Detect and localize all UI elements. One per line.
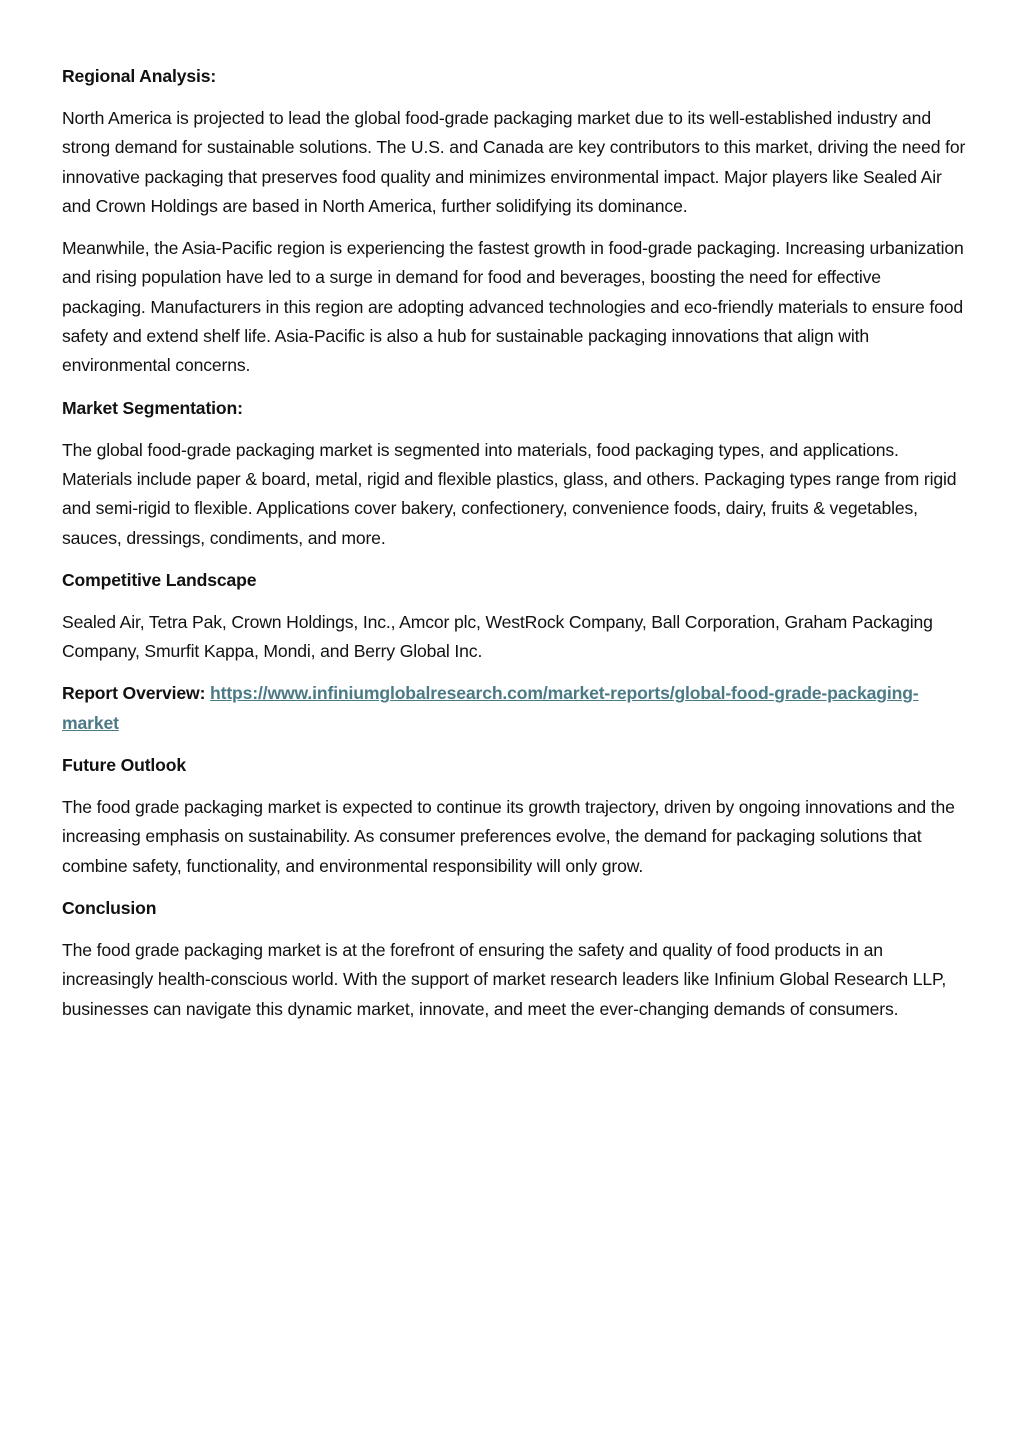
regional-paragraph-1: North America is projected to lead the global food-grade packaging market due to its well-established industry and strong demand for sustainable solutions. The U.S. and Canada are key contributors to this market, driving the need for innovative packaging that preserves food quality and minimizes environmental impact. Major players like Sealed Air and Crown Holdings are based in North America, further solidifying its dominance. <box>62 108 966 216</box>
conclusion-paragraph: The food grade packaging market is at the forefront of ensuring the safety and quality of food products in an increasingly health-conscious world. With the support of market research leaders like Infinium Global Research LLP, businesses can navigate this dynamic market, innovate, and meet the ever-changing demands of consumers. <box>62 939 947 1019</box>
report-overview-link[interactable]: https://www.infiniumglobalresearch.com/market-reports/global-food-grade-packaging-market <box>62 683 919 733</box>
regional-paragraph-2: Meanwhile, the Asia-Pacific region is experiencing the fastest growth in food-grade packaging. Increasing urbanization and rising population have led to a surge in demand for food and beverages, boosting the need for effective packaging. Manufacturers in this region are adopting advanced technologies and eco-friendly materials to ensure food safety and extend shelf life. Asia-Pacific is also a hub for sustainable packaging innovations that align with environmental concerns. <box>62 238 964 376</box>
report-overview <box>62 679 967 738</box>
regional-analysis-heading: Regional Analysis: <box>62 66 217 86</box>
segmentation-paragraph: The global food-grade packaging market is segmented into materials, food packaging types, and applications. Materials include paper & board, metal, rigid and flexible plastics, glass, and others. Packaging types range from rigid and semi-rigid to flexible. Applications cover bakery, confectionery, convenience foods, dairy, fruits & vegetables, sauces, dressings, condiments, and more. <box>62 439 957 548</box>
competitive-paragraph: Sealed Air, Tetra Pak, Crown Holdings, Inc., Amcor plc, WestRock Company, Ball Corporation, Graham Packaging Company, Smurfit Kappa, Mondi, and Berry Global Inc. <box>62 611 933 662</box>
document-page <box>62 62 967 1037</box>
conclusion-heading: Conclusion <box>62 897 157 918</box>
competitive-landscape-heading: Competitive Landscape <box>62 569 257 590</box>
future-outlook-paragraph: The food grade packaging market is expected to continue its growth trajectory, driven by ongoing innovations and the increasing emphasis on sustainability. As consumer preferences evolve, the demand for packaging solutions that combine safety, functionality, and environmental responsibility will only grow. <box>62 797 955 876</box>
future-outlook-heading: Future Outlook <box>62 755 186 776</box>
market-segmentation-heading: Market Segmentation: <box>62 397 243 418</box>
report-overview-label: Report Overview: <box>62 683 206 704</box>
